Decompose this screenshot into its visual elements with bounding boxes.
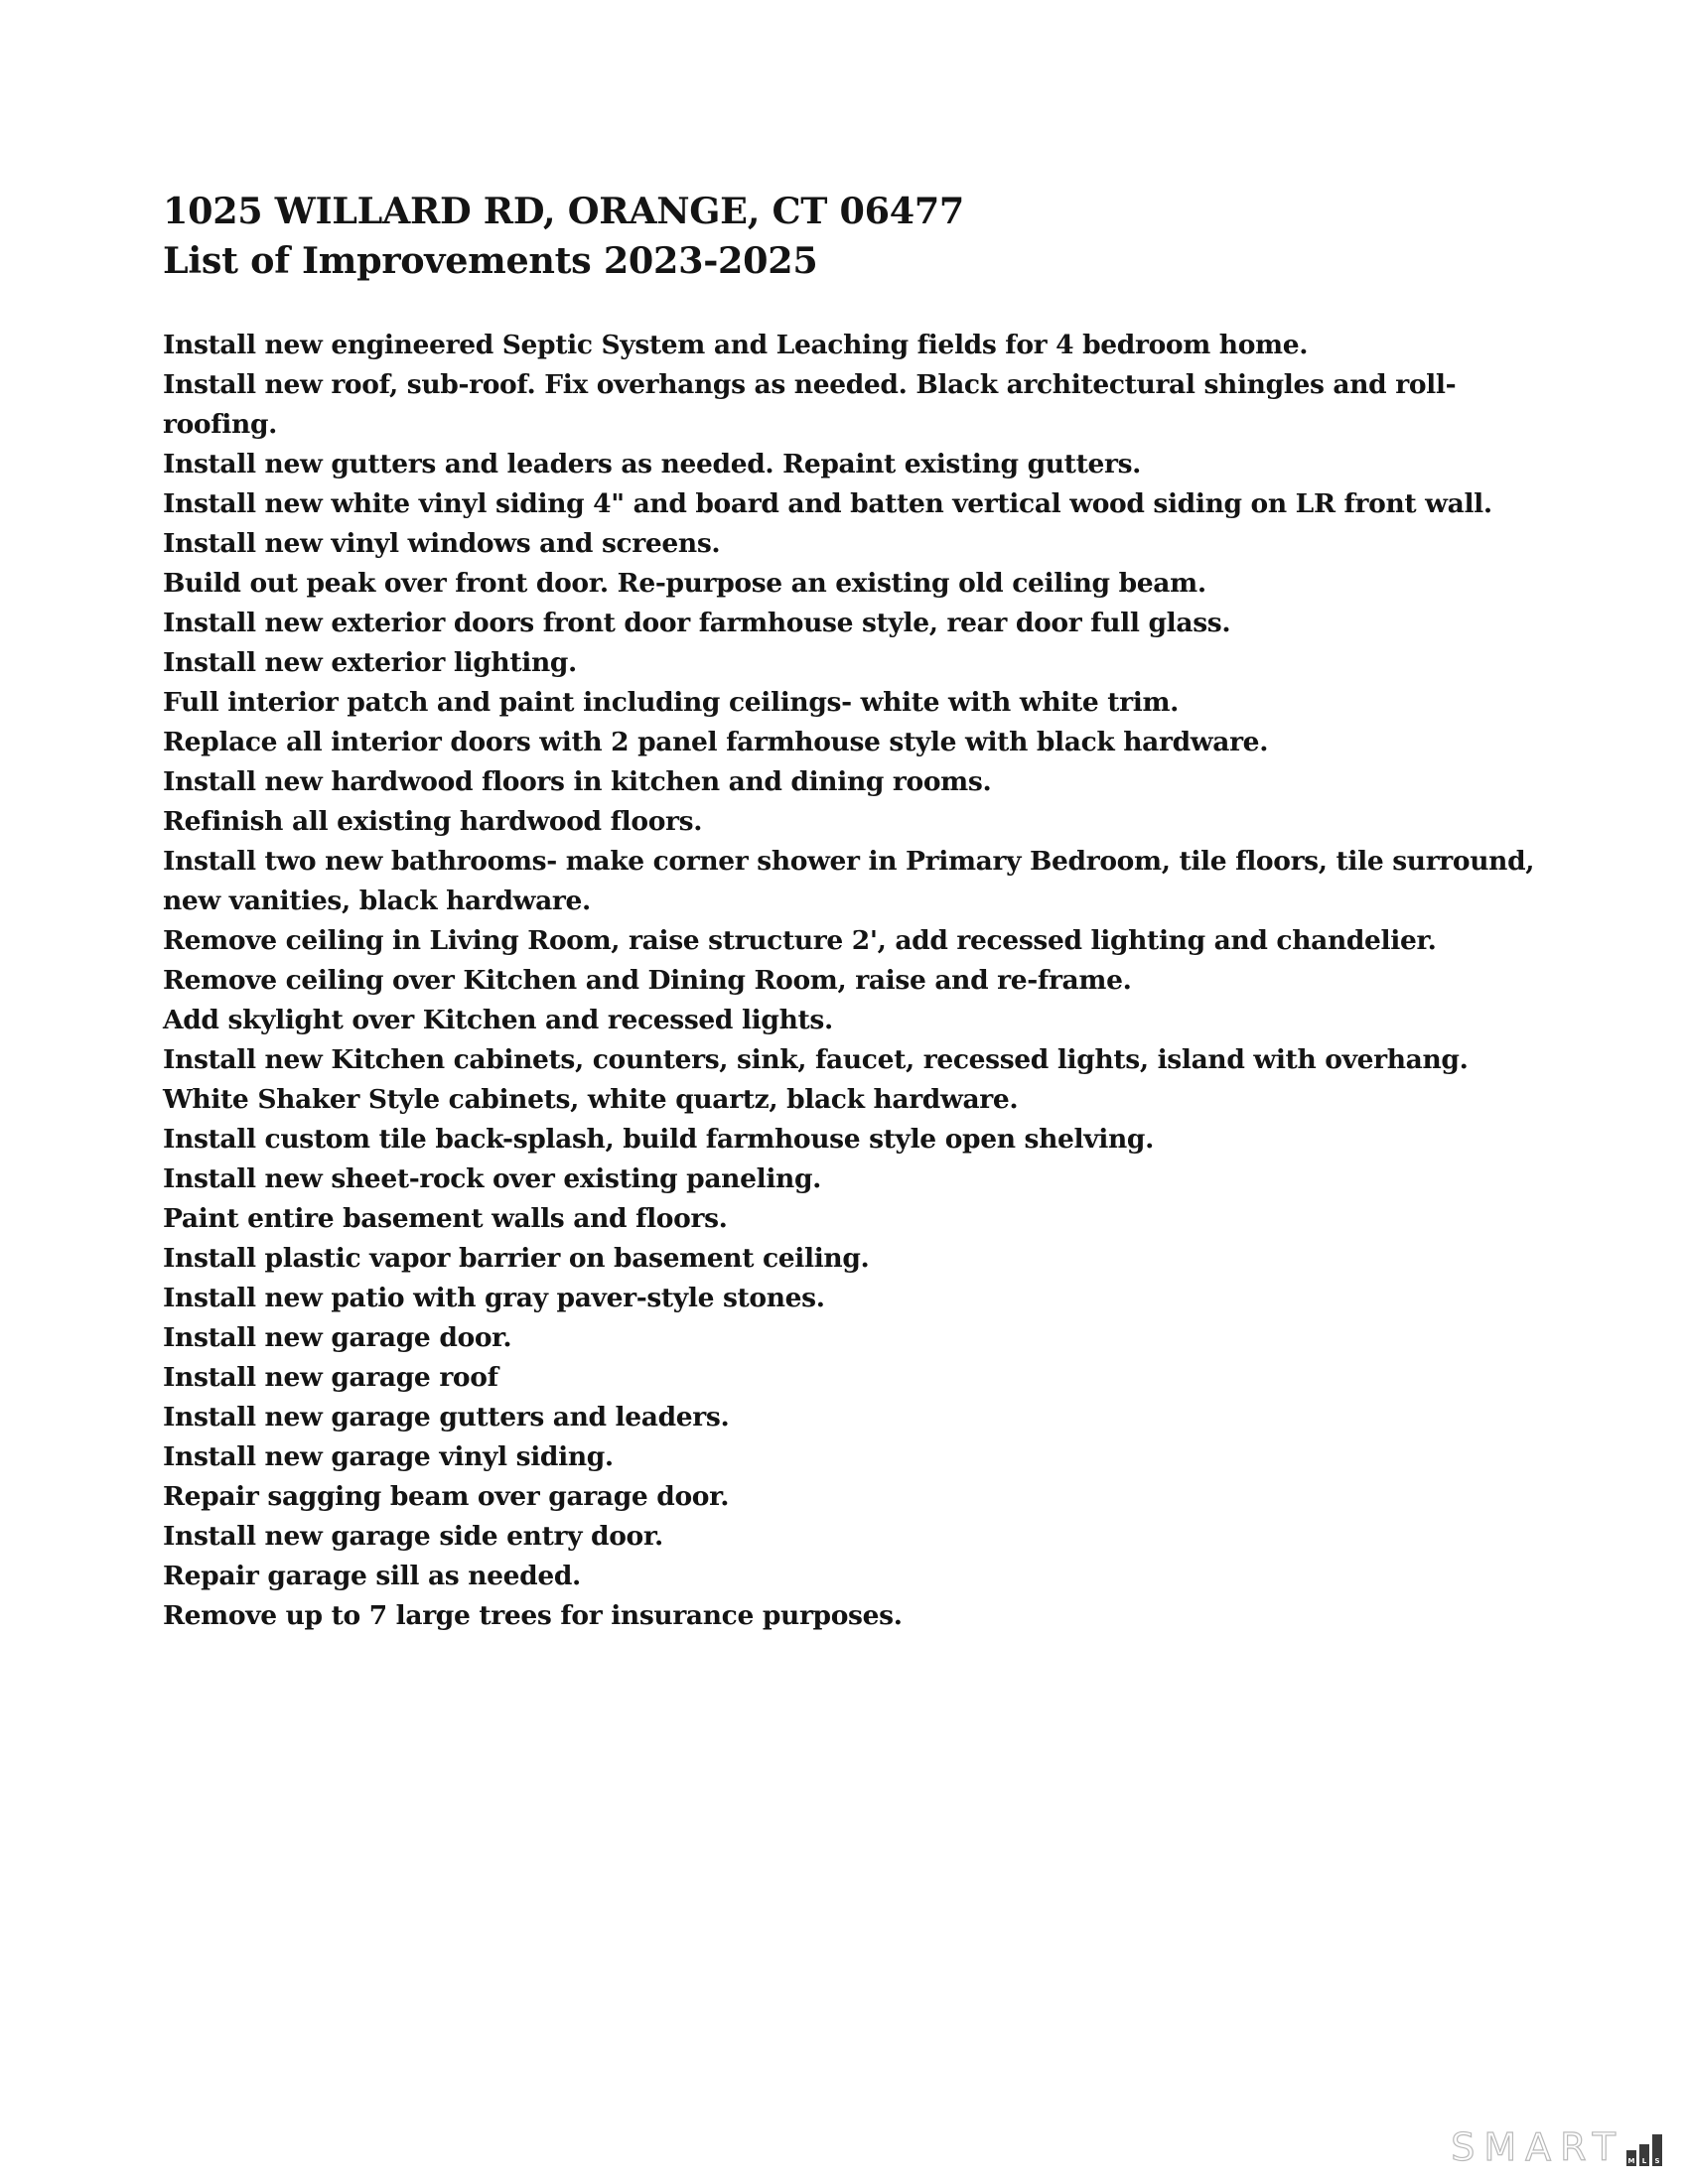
logo-wordmark: SMART: [1451, 2125, 1624, 2169]
list-item: Install new roof, sub-roof. Fix overhangs as needed. Black architectural shingles and roll-roofing.: [163, 369, 1457, 440]
list-item: Full interior patch and paint including ceilings- white with white trim.: [163, 687, 1180, 718]
list-item: Remove up to 7 large trees for insurance purposes.: [163, 1600, 903, 1631]
list-item: Install new garage door.: [163, 1322, 512, 1353]
logo-bars-icon: [1626, 2132, 1662, 2166]
list-item: Install new patio with gray paver-style stones.: [163, 1283, 825, 1313]
list-item: Install plastic vapor barrier on basement ceiling.: [163, 1243, 870, 1274]
list-item: Install new garage roof: [163, 1362, 498, 1393]
improvement-list: [163, 326, 1553, 1636]
list-item: Add skylight over Kitchen and recessed lights.: [163, 1005, 833, 1035]
list-item: Install new hardwood floors in kitchen and dining rooms.: [163, 766, 992, 797]
list-item: Build out peak over front door. Re-purpose an existing old ceiling beam.: [163, 568, 1206, 599]
address-title: 1025 WILLARD RD, ORANGE, CT 06477: [163, 190, 965, 232]
list-item: Install new gutters and leaders as needed. Repaint existing gutters.: [163, 449, 1142, 479]
logo-bar: M: [1626, 2150, 1636, 2166]
list-item: Install new exterior lighting.: [163, 647, 577, 678]
document-content: [163, 187, 1553, 1636]
list-item: Remove ceiling in Living Room, raise structure 2', add recessed lighting and chandelier.: [163, 925, 1437, 956]
list-item: Paint entire basement walls and floors.: [163, 1203, 728, 1234]
list-item: Install new sheet-rock over existing paneling.: [163, 1163, 822, 1194]
list-item: White Shaker Style cabinets, white quartz, black hardware.: [163, 1084, 1019, 1115]
list-item: Refinish all existing hardwood floors.: [163, 806, 703, 837]
list-item: Install new engineered Septic System and Leaching fields for 4 bedroom home.: [163, 330, 1309, 360]
list-title: List of Improvements 2023-2025: [163, 239, 818, 282]
list-item: Install new garage side entry door.: [163, 1521, 663, 1552]
logo-bar: S: [1652, 2134, 1662, 2166]
list-item: Install new vinyl windows and screens.: [163, 528, 721, 559]
list-item: Repair garage sill as needed.: [163, 1561, 581, 1591]
logo-bar: L: [1639, 2144, 1649, 2166]
list-item: Install new exterior doors front door farmhouse style, rear door full glass.: [163, 608, 1231, 638]
list-item: Install new garage gutters and leaders.: [163, 1402, 730, 1433]
list-item: Install new Kitchen cabinets, counters, sink, faucet, recessed lights, island with overhang.: [163, 1044, 1469, 1075]
list-item: Replace all interior doors with 2 panel farmhouse style with black hardware.: [163, 727, 1269, 757]
list-item: Install custom tile back-splash, build farmhouse style open shelving.: [163, 1124, 1154, 1155]
list-item: Repair sagging beam over garage door.: [163, 1481, 730, 1512]
list-item: Remove ceiling over Kitchen and Dining Room, raise and re-frame.: [163, 965, 1132, 996]
list-item: Install two new bathrooms- make corner shower in Primary Bedroom, tile floors, tile surround, new vanities, black hardware.: [163, 846, 1535, 916]
list-item: Install new garage vinyl siding.: [163, 1441, 614, 1472]
smart-mls-logo: [1451, 2125, 1662, 2169]
list-item: Install new white vinyl siding 4" and board and batten vertical wood siding on LR front wall.: [163, 488, 1492, 519]
